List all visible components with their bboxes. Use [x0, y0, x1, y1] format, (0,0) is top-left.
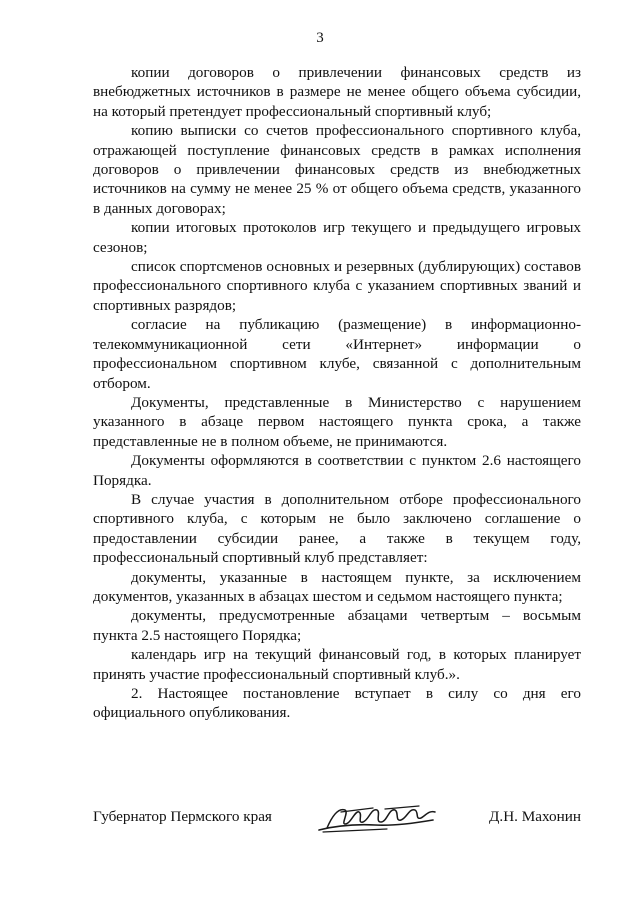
paragraph-documents-provided: документы, предусмотренные абзацами четвертым – восьмым пункта 2.5 настоящего Порядка; [93, 607, 581, 644]
paragraph-contract-copies: копии договоров о привлечении финансовых средств из внебюджетных источников в размере не менее общего объема субсидии, на который претендует профессиональный спортивный клуб; [93, 64, 581, 120]
handwritten-signature [315, 800, 445, 836]
paragraph-game-protocols: копии итоговых протоколов игр текущего и предыдущего игровых сезонов; [93, 219, 581, 256]
signature-block [93, 800, 581, 840]
paragraph-document-format: Документы оформляются в соответствии с пунктом 2.6 настоящего Порядка. [93, 452, 581, 489]
paragraph-late-documents: Документы, представленные в Министерство с нарушением указанного в абзаце первом настоящего пункта срока, а также представленные не в полном объеме, не принимаются. [93, 393, 581, 450]
document-body [93, 63, 581, 723]
page-number: 3 [316, 30, 324, 46]
paragraph-entry-into-force: 2. Настоящее постановление вступает в силу со дня его официального опубликования. [93, 685, 581, 722]
paragraph-documents-exception: документы, указанные в настоящем пункте, за исключением документов, указанных в абзацах шестом и седьмом настоящего пункта; [93, 568, 581, 605]
signatory-title: Губернатор Пермского края [93, 808, 272, 825]
paragraph-account-statement: копию выписки со счетов профессионального спортивного клуба, отражающей поступление финансовых средств в рамках исполнения договоров о привлечении финансовых средств из внебюджетных источников на сумму не менее 25 % от общего объема средств, указанного в данных договорах; [93, 122, 581, 217]
signatory-name: Д.Н. Махонин [489, 808, 581, 825]
paragraph-game-calendar: календарь игр на текущий финансовый год, в которых планирует принять участие профессиональный спортивный клуб.». [93, 646, 581, 683]
paragraph-publication-consent: согласие на публикацию (размещение) в информационно-телекоммуникационной сети «Интернет» информации о профессиональном спортивном клубе, связанной с дополнительным отбором. [93, 316, 581, 392]
paragraph-athlete-list: список спортсменов основных и резервных (дублирующих) составов профессионального спортивного клуба с указанием спортивных званий и спортивных разрядов; [93, 258, 581, 314]
paragraph-new-club-case: В случае участия в дополнительном отборе профессионального спортивного клуба, с которым не было заключено соглашение о предоставлении субсидии ранее, а также в текущем году, профессиональный спортивный клуб представляет: [93, 490, 581, 567]
